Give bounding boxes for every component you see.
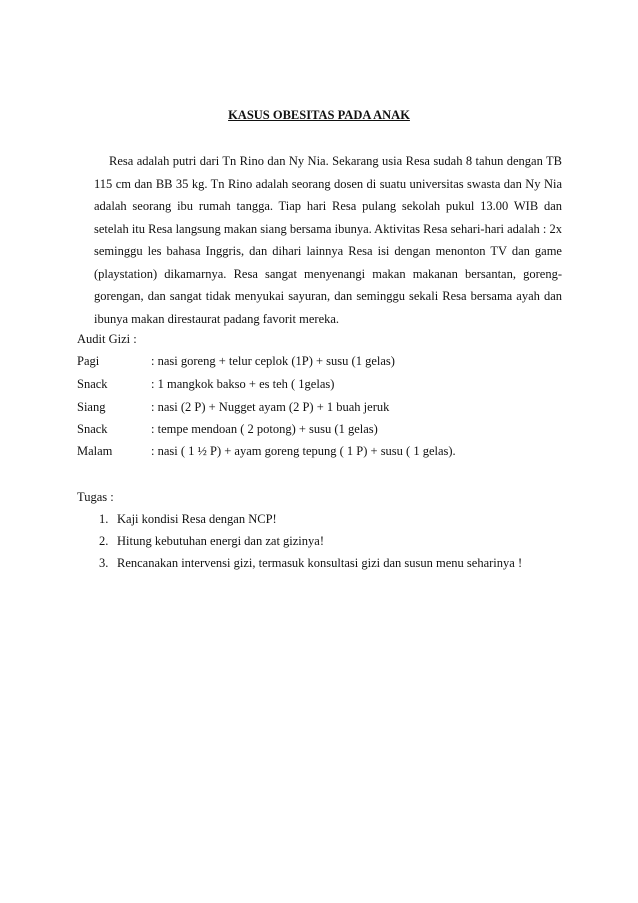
meal-label: Siang: [77, 400, 106, 414]
tugas-heading: Tugas :: [77, 490, 114, 504]
meal-row-snack-1: [77, 377, 334, 392]
task-item-2: [99, 534, 324, 549]
meal-value: : tempe mendoan ( 2 potong) + susu (1 gelas): [151, 422, 378, 436]
meal-row-malam: [77, 444, 456, 459]
document-title: KASUS OBESITAS PADA ANAK: [228, 108, 410, 122]
task-text: Rencanakan intervensi gizi, termasuk konsultasi gizi dan susun menu seharinya !: [117, 556, 523, 570]
meal-label: Pagi: [77, 354, 100, 368]
meal-label: Malam: [77, 444, 113, 458]
meal-value: : 1 mangkok bakso + es teh ( 1gelas): [151, 377, 335, 391]
audit-gizi-heading: Audit Gizi :: [77, 332, 137, 346]
task-number: 2.: [99, 534, 109, 548]
meal-value: : nasi (2 P) + Nugget ayam (2 P) + 1 buah jeruk: [151, 400, 390, 414]
meal-value: : nasi ( 1 ½ P) + ayam goreng tepung ( 1 P) + susu ( 1 gelas).: [151, 444, 456, 458]
task-number: 1.: [99, 512, 109, 526]
meal-value: : nasi goreng + telur ceplok (1P) + susu (1 gelas): [151, 354, 395, 368]
meal-label: Snack: [77, 377, 108, 391]
task-text: Hitung kebutuhan energi dan zat gizinya!: [117, 534, 324, 548]
meal-label: Snack: [77, 422, 108, 436]
meal-row-snack-2: [77, 422, 378, 437]
task-item-3: [99, 556, 522, 571]
task-item-1: [99, 512, 277, 527]
task-number: 3.: [99, 556, 109, 570]
task-text: Kaji kondisi Resa dengan NCP!: [117, 512, 277, 526]
meal-row-siang: [77, 400, 389, 415]
meal-row-pagi: [77, 354, 395, 369]
case-paragraph: Resa adalah putri dari Tn Rino dan Ny Nia. Sekarang usia Resa sudah 8 tahun dengan TB 115 cm dan BB 35 kg. Tn Rino adalah seorang dosen di suatu universitas swasta dan Ny Nia adalah seorang ibu rumah tangga. Tiap hari Resa pulang sekolah pukul 13.00 WIB dan setelah itu Resa langsung makan siang bersama ibunya. Aktivitas Resa sehari-hari adalah : 2x seminggu les bahasa Inggris, dan dihari lainnya Resa isi dengan menonton TV dan game (playstation) dikamarnya. Resa sangat menyenangi makan makanan bersantan, goreng-gorengan, dan sangat tidak menyukai sayuran, dan seminggu sekali Resa bersama ayah dan ibunya makan direstaurat padang favorit mereka.: [94, 154, 562, 326]
